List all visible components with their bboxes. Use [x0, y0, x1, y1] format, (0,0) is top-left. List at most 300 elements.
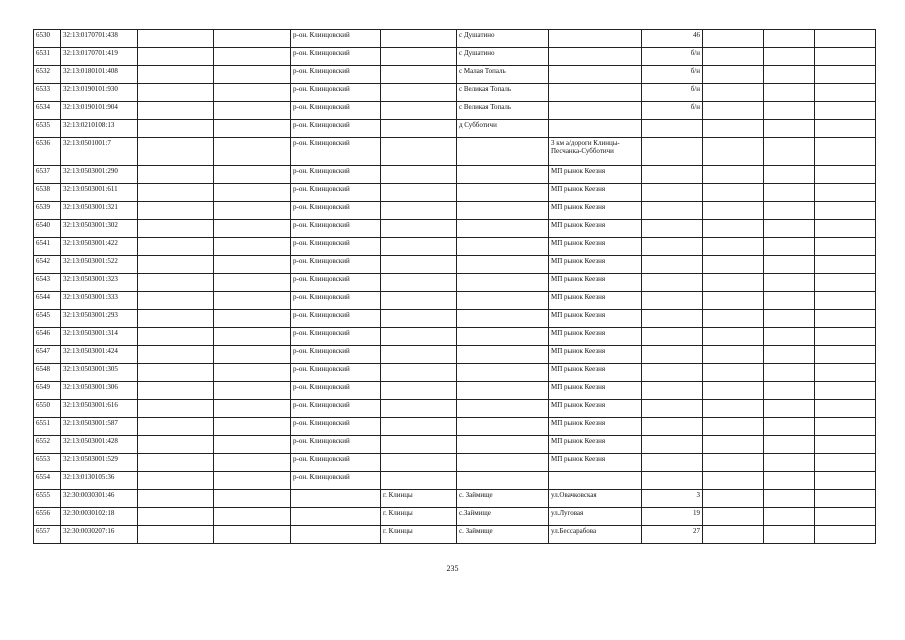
city-cell	[381, 436, 457, 454]
row-number-cell: 6540	[34, 220, 61, 238]
empty-cell	[703, 256, 764, 274]
city-cell	[381, 120, 457, 138]
row-number-cell: 6551	[34, 418, 61, 436]
cadastral-number-cell: 32:13:0503001:302	[61, 220, 138, 238]
village-cell	[457, 400, 549, 418]
house-number-cell	[642, 220, 703, 238]
table-row	[34, 238, 876, 256]
empty-cell	[214, 382, 291, 400]
empty-cell	[138, 310, 214, 328]
city-cell	[381, 346, 457, 364]
empty-cell	[138, 220, 214, 238]
empty-cell	[703, 138, 764, 166]
district-cell: р-он. Клинцовский	[291, 328, 381, 346]
table-row	[34, 66, 876, 84]
row-number-cell: 6538	[34, 184, 61, 202]
empty-cell	[703, 274, 764, 292]
row-number-cell: 6552	[34, 436, 61, 454]
district-cell	[291, 490, 381, 508]
empty-cell	[138, 30, 214, 48]
table-row	[34, 84, 876, 102]
empty-cell	[764, 382, 815, 400]
city-cell	[381, 102, 457, 120]
house-number-cell	[642, 184, 703, 202]
table-row	[34, 30, 876, 48]
street-cell: МП рынок Кеезня	[549, 400, 642, 418]
row-number-cell: 6542	[34, 256, 61, 274]
row-number-cell: 6545	[34, 310, 61, 328]
empty-cell	[703, 436, 764, 454]
city-cell: г. Клинцы	[381, 508, 457, 526]
cadastral-number-cell: 32:13:0503001:522	[61, 256, 138, 274]
empty-cell	[815, 490, 876, 508]
empty-cell	[138, 490, 214, 508]
empty-cell	[214, 202, 291, 220]
empty-cell	[764, 436, 815, 454]
city-cell	[381, 220, 457, 238]
empty-cell	[815, 184, 876, 202]
city-cell	[381, 66, 457, 84]
house-number-cell	[642, 418, 703, 436]
empty-cell	[703, 418, 764, 436]
empty-cell	[214, 84, 291, 102]
empty-cell	[815, 454, 876, 472]
village-cell: с Великая Топаль	[457, 102, 549, 120]
village-cell: с Душатино	[457, 30, 549, 48]
empty-cell	[815, 382, 876, 400]
empty-cell	[214, 310, 291, 328]
cadastral-number-cell: 32:13:0503001:333	[61, 292, 138, 310]
empty-cell	[214, 220, 291, 238]
row-number-cell: 6549	[34, 382, 61, 400]
house-number-cell	[642, 472, 703, 490]
empty-cell	[703, 292, 764, 310]
empty-cell	[764, 30, 815, 48]
city-cell: г. Клинцы	[381, 526, 457, 544]
empty-cell	[138, 364, 214, 382]
street-cell	[549, 30, 642, 48]
empty-cell	[764, 400, 815, 418]
row-number-cell: 6533	[34, 84, 61, 102]
empty-cell	[138, 238, 214, 256]
cadastral-number-cell: 32:13:0503001:616	[61, 400, 138, 418]
cadastral-number-cell: 32:13:0503001:305	[61, 364, 138, 382]
village-cell	[457, 382, 549, 400]
empty-cell	[764, 66, 815, 84]
table-row	[34, 382, 876, 400]
table-row	[34, 120, 876, 138]
street-cell: ул.Луговая	[549, 508, 642, 526]
empty-cell	[214, 166, 291, 184]
cadastral-number-cell: 32:13:0503001:587	[61, 418, 138, 436]
house-number-cell: 46	[642, 30, 703, 48]
empty-cell	[764, 490, 815, 508]
table-row	[34, 328, 876, 346]
cadastral-number-cell: 32:13:0503001:428	[61, 436, 138, 454]
street-cell	[549, 84, 642, 102]
cadastral-number-cell: 32:13:0503001:424	[61, 346, 138, 364]
village-cell: д Субботичи	[457, 120, 549, 138]
empty-cell	[214, 292, 291, 310]
empty-cell	[815, 346, 876, 364]
empty-cell	[214, 48, 291, 66]
empty-cell	[138, 400, 214, 418]
district-cell: р-он. Клинцовский	[291, 454, 381, 472]
district-cell: р-он. Клинцовский	[291, 184, 381, 202]
house-number-cell	[642, 138, 703, 166]
street-cell: МП рынок Кеезня	[549, 328, 642, 346]
row-number-cell: 6537	[34, 166, 61, 184]
table-row	[34, 220, 876, 238]
empty-cell	[138, 472, 214, 490]
cadastral-number-cell: 32:30:0030207:16	[61, 526, 138, 544]
empty-cell	[815, 138, 876, 166]
empty-cell	[214, 454, 291, 472]
street-cell: МП рынок Кеезня	[549, 202, 642, 220]
house-number-cell: 19	[642, 508, 703, 526]
city-cell	[381, 238, 457, 256]
row-number-cell: 6556	[34, 508, 61, 526]
empty-cell	[214, 138, 291, 166]
empty-cell	[764, 526, 815, 544]
cadastral-number-cell: 32:13:0503001:290	[61, 166, 138, 184]
table-row	[34, 274, 876, 292]
village-cell	[457, 364, 549, 382]
empty-cell	[764, 292, 815, 310]
empty-cell	[815, 400, 876, 418]
empty-cell	[138, 120, 214, 138]
empty-cell	[815, 418, 876, 436]
empty-cell	[815, 48, 876, 66]
district-cell: р-он. Клинцовский	[291, 48, 381, 66]
village-cell	[457, 220, 549, 238]
empty-cell	[214, 256, 291, 274]
district-cell: р-он. Клинцовский	[291, 436, 381, 454]
table-row	[34, 48, 876, 66]
district-cell: р-он. Клинцовский	[291, 418, 381, 436]
cadastral-number-cell: 32:13:0503001:293	[61, 310, 138, 328]
empty-cell	[764, 508, 815, 526]
empty-cell	[138, 138, 214, 166]
village-cell	[457, 184, 549, 202]
table-row	[34, 292, 876, 310]
empty-cell	[703, 382, 764, 400]
table-row	[34, 256, 876, 274]
village-cell	[457, 256, 549, 274]
street-cell: МП рынок Кеезня	[549, 166, 642, 184]
empty-cell	[764, 418, 815, 436]
empty-cell	[703, 84, 764, 102]
district-cell: р-он. Клинцовский	[291, 120, 381, 138]
district-cell: р-он. Клинцовский	[291, 202, 381, 220]
land-register-table	[33, 29, 876, 544]
village-cell: с.Займище	[457, 508, 549, 526]
city-cell	[381, 328, 457, 346]
cadastral-number-cell: 32:13:0190101:930	[61, 84, 138, 102]
district-cell: р-он. Клинцовский	[291, 220, 381, 238]
empty-cell	[764, 274, 815, 292]
cadastral-number-cell: 32:13:0503001:611	[61, 184, 138, 202]
row-number-cell: 6531	[34, 48, 61, 66]
street-cell	[549, 472, 642, 490]
village-cell	[457, 418, 549, 436]
table-row	[34, 454, 876, 472]
house-number-cell: 27	[642, 526, 703, 544]
empty-cell	[214, 508, 291, 526]
empty-cell	[703, 364, 764, 382]
empty-cell	[214, 184, 291, 202]
empty-cell	[764, 220, 815, 238]
table-row	[34, 310, 876, 328]
street-cell: 3 км а/дороги Клинцы-Песчанка-Субботичи	[549, 138, 642, 166]
district-cell: р-он. Клинцовский	[291, 102, 381, 120]
empty-cell	[815, 66, 876, 84]
empty-cell	[138, 256, 214, 274]
empty-cell	[815, 274, 876, 292]
empty-cell	[764, 184, 815, 202]
village-cell: с Великая Топаль	[457, 84, 549, 102]
empty-cell	[138, 84, 214, 102]
empty-cell	[138, 382, 214, 400]
row-number-cell: 6530	[34, 30, 61, 48]
village-cell	[457, 328, 549, 346]
house-number-cell	[642, 382, 703, 400]
empty-cell	[703, 120, 764, 138]
row-number-cell: 6539	[34, 202, 61, 220]
cadastral-number-cell: 32:13:0210108:13	[61, 120, 138, 138]
house-number-cell	[642, 166, 703, 184]
city-cell	[381, 364, 457, 382]
district-cell: р-он. Клинцовский	[291, 364, 381, 382]
empty-cell	[703, 220, 764, 238]
empty-cell	[703, 310, 764, 328]
row-number-cell: 6547	[34, 346, 61, 364]
district-cell: р-он. Клинцовский	[291, 66, 381, 84]
empty-cell	[815, 328, 876, 346]
empty-cell	[703, 48, 764, 66]
row-number-cell: 6535	[34, 120, 61, 138]
empty-cell	[764, 364, 815, 382]
table-row	[34, 400, 876, 418]
city-cell	[381, 472, 457, 490]
empty-cell	[764, 238, 815, 256]
empty-cell	[703, 490, 764, 508]
empty-cell	[214, 66, 291, 84]
empty-cell	[138, 292, 214, 310]
empty-cell	[815, 472, 876, 490]
village-cell	[457, 472, 549, 490]
city-cell	[381, 256, 457, 274]
district-cell: р-он. Клинцовский	[291, 400, 381, 418]
empty-cell	[138, 184, 214, 202]
district-cell: р-он. Клинцовский	[291, 84, 381, 102]
village-cell	[457, 310, 549, 328]
cadastral-number-cell: 32:13:0503001:422	[61, 238, 138, 256]
house-number-cell	[642, 400, 703, 418]
village-cell: с Малая Топаль	[457, 66, 549, 84]
row-number-cell: 6543	[34, 274, 61, 292]
empty-cell	[764, 310, 815, 328]
street-cell: ул.Бессарабова	[549, 526, 642, 544]
empty-cell	[815, 84, 876, 102]
house-number-cell	[642, 364, 703, 382]
empty-cell	[764, 138, 815, 166]
empty-cell	[703, 166, 764, 184]
empty-cell	[815, 364, 876, 382]
cadastral-number-cell: 32:30:0030301:46	[61, 490, 138, 508]
row-number-cell: 6544	[34, 292, 61, 310]
cadastral-number-cell: 32:13:0170701:438	[61, 30, 138, 48]
street-cell	[549, 48, 642, 66]
empty-cell	[138, 48, 214, 66]
street-cell: МП рынок Кеезня	[549, 382, 642, 400]
empty-cell	[703, 508, 764, 526]
city-cell	[381, 184, 457, 202]
city-cell: г. Клинцы	[381, 490, 457, 508]
empty-cell	[703, 202, 764, 220]
house-number-cell	[642, 436, 703, 454]
cadastral-number-cell: 32:13:0190101:904	[61, 102, 138, 120]
table-row	[34, 166, 876, 184]
cadastral-number-cell: 32:30:0030102:18	[61, 508, 138, 526]
empty-cell	[138, 66, 214, 84]
table-row	[34, 436, 876, 454]
house-number-cell: б/н	[642, 66, 703, 84]
row-number-cell: 6532	[34, 66, 61, 84]
district-cell: р-он. Клинцовский	[291, 166, 381, 184]
empty-cell	[703, 328, 764, 346]
empty-cell	[138, 328, 214, 346]
empty-cell	[138, 274, 214, 292]
row-number-cell: 6555	[34, 490, 61, 508]
empty-cell	[815, 508, 876, 526]
empty-cell	[764, 328, 815, 346]
empty-cell	[214, 102, 291, 120]
empty-cell	[703, 66, 764, 84]
house-number-cell	[642, 328, 703, 346]
district-cell: р-он. Клинцовский	[291, 256, 381, 274]
empty-cell	[214, 30, 291, 48]
empty-cell	[214, 238, 291, 256]
row-number-cell: 6550	[34, 400, 61, 418]
table-row	[34, 202, 876, 220]
village-cell	[457, 292, 549, 310]
district-cell: р-он. Клинцовский	[291, 30, 381, 48]
empty-cell	[703, 472, 764, 490]
empty-cell	[138, 418, 214, 436]
village-cell	[457, 238, 549, 256]
street-cell	[549, 120, 642, 138]
empty-cell	[764, 120, 815, 138]
table-row	[34, 418, 876, 436]
empty-cell	[214, 418, 291, 436]
empty-cell	[764, 454, 815, 472]
empty-cell	[138, 436, 214, 454]
district-cell: р-он. Клинцовский	[291, 382, 381, 400]
city-cell	[381, 274, 457, 292]
empty-cell	[815, 166, 876, 184]
empty-cell	[815, 102, 876, 120]
village-cell	[457, 454, 549, 472]
street-cell	[549, 102, 642, 120]
empty-cell	[815, 526, 876, 544]
empty-cell	[214, 400, 291, 418]
house-number-cell	[642, 202, 703, 220]
empty-cell	[764, 84, 815, 102]
street-cell: МП рынок Кеезня	[549, 292, 642, 310]
empty-cell	[815, 256, 876, 274]
district-cell: р-он. Клинцовский	[291, 238, 381, 256]
house-number-cell: б/н	[642, 102, 703, 120]
village-cell	[457, 202, 549, 220]
street-cell: МП рынок Кеезня	[549, 346, 642, 364]
house-number-cell	[642, 292, 703, 310]
city-cell	[381, 138, 457, 166]
empty-cell	[214, 274, 291, 292]
street-cell: МП рынок Кеезня	[549, 310, 642, 328]
city-cell	[381, 418, 457, 436]
row-number-cell: 6546	[34, 328, 61, 346]
street-cell: МП рынок Кеезня	[549, 364, 642, 382]
empty-cell	[764, 346, 815, 364]
empty-cell	[703, 454, 764, 472]
cadastral-number-cell: 32:13:0130105:36	[61, 472, 138, 490]
cadastral-number-cell: 32:13:0503001:321	[61, 202, 138, 220]
empty-cell	[214, 328, 291, 346]
empty-cell	[815, 202, 876, 220]
empty-cell	[138, 202, 214, 220]
cadastral-number-cell: 32:13:0170701:419	[61, 48, 138, 66]
city-cell	[381, 30, 457, 48]
cadastral-number-cell: 32:13:0501001:7	[61, 138, 138, 166]
city-cell	[381, 202, 457, 220]
street-cell: МП рынок Кеезня	[549, 184, 642, 202]
city-cell	[381, 310, 457, 328]
empty-cell	[138, 508, 214, 526]
empty-cell	[764, 256, 815, 274]
cadastral-number-cell: 32:13:0180101:408	[61, 66, 138, 84]
table-row	[34, 102, 876, 120]
street-cell: МП рынок Кеезня	[549, 256, 642, 274]
city-cell	[381, 84, 457, 102]
table-row	[34, 472, 876, 490]
city-cell	[381, 454, 457, 472]
house-number-cell	[642, 454, 703, 472]
house-number-cell	[642, 310, 703, 328]
house-number-cell	[642, 256, 703, 274]
row-number-cell: 6536	[34, 138, 61, 166]
street-cell: МП рынок Кеезня	[549, 274, 642, 292]
street-cell: МП рынок Кеезня	[549, 238, 642, 256]
empty-cell	[138, 102, 214, 120]
empty-cell	[703, 526, 764, 544]
table-row	[34, 490, 876, 508]
empty-cell	[138, 346, 214, 364]
empty-cell	[703, 346, 764, 364]
row-number-cell: 6534	[34, 102, 61, 120]
street-cell: ул.Овачковская	[549, 490, 642, 508]
empty-cell	[764, 166, 815, 184]
district-cell: р-он. Клинцовский	[291, 346, 381, 364]
street-cell: МП рынок Кеезня	[549, 454, 642, 472]
empty-cell	[815, 436, 876, 454]
empty-cell	[815, 220, 876, 238]
village-cell	[457, 436, 549, 454]
cadastral-number-cell: 32:13:0503001:529	[61, 454, 138, 472]
table-row	[34, 526, 876, 544]
empty-cell	[214, 346, 291, 364]
table-row	[34, 184, 876, 202]
